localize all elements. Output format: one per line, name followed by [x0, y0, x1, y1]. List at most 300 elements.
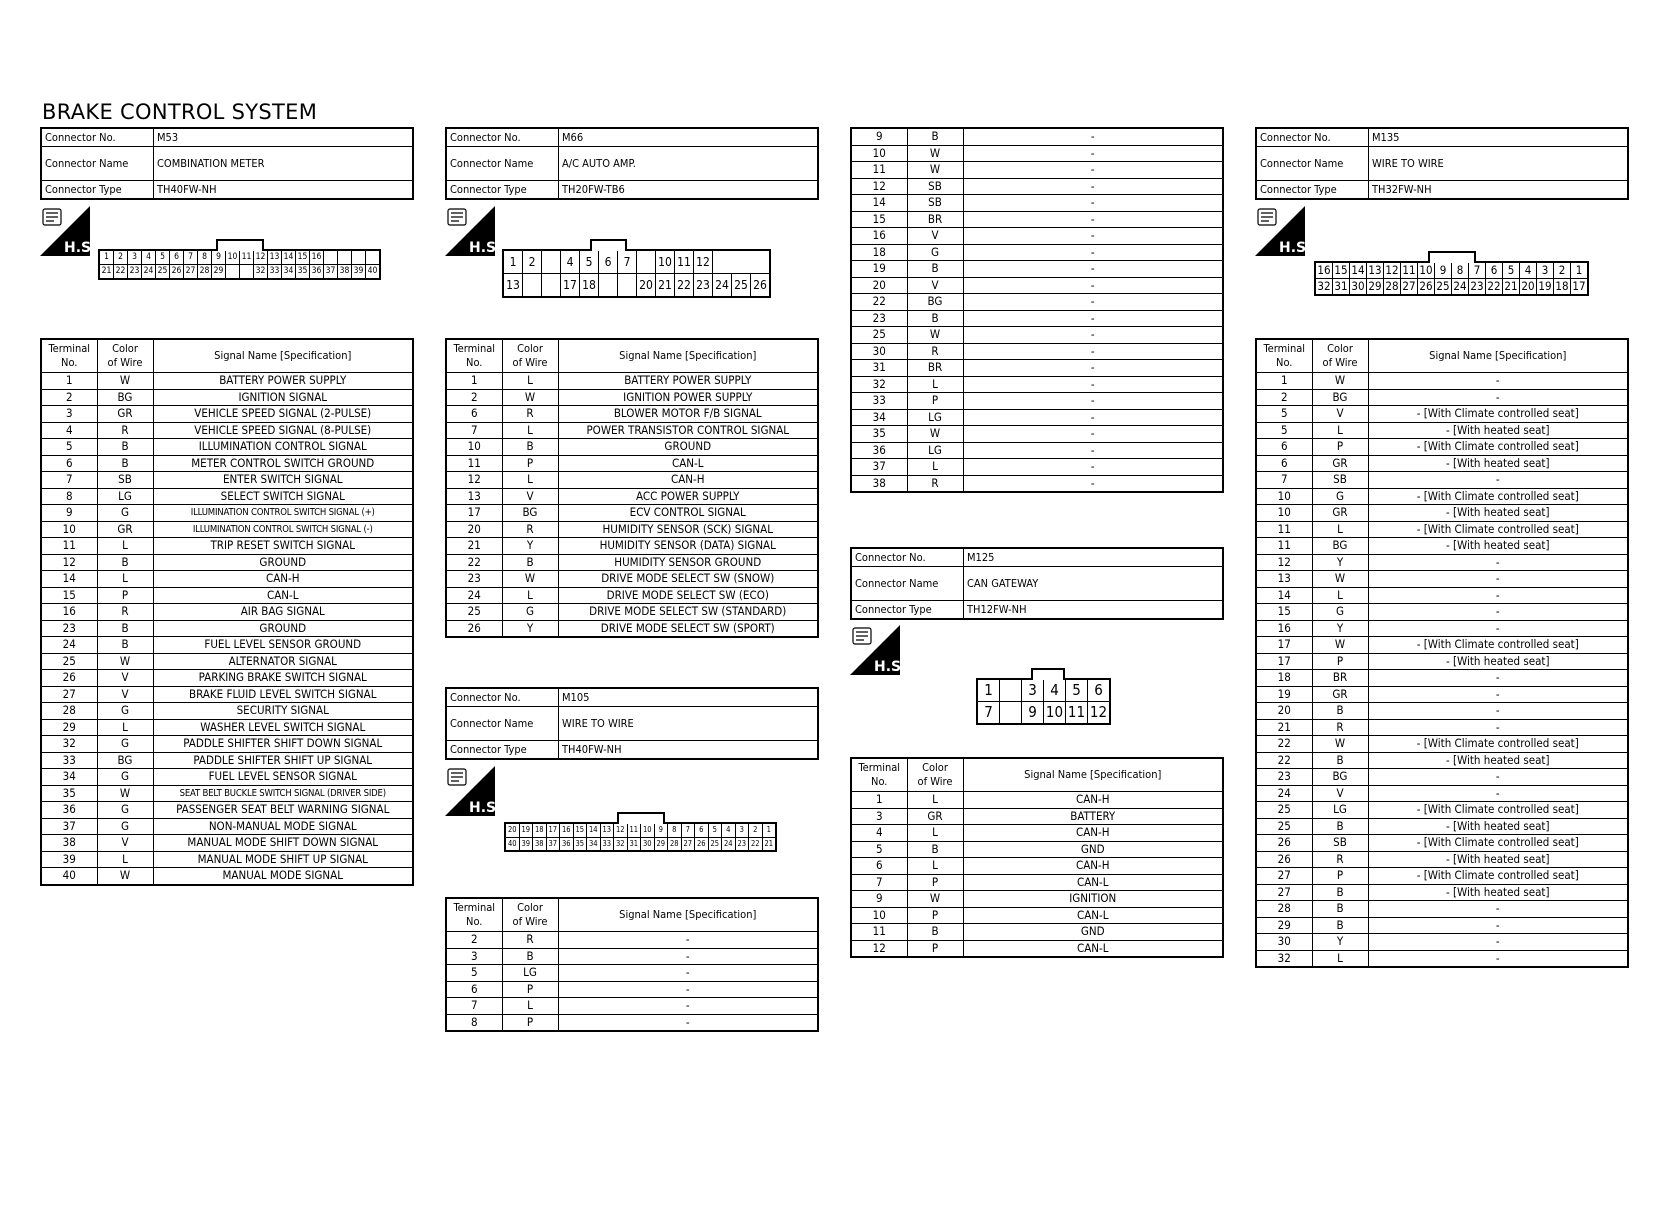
terminal-no: 7	[41, 472, 97, 489]
signal-name: DRIVE MODE SELECT SW (ECO)	[558, 587, 818, 604]
table-row	[41, 785, 413, 802]
wire-color: B	[907, 261, 963, 278]
signal-name: - [With heated seat]	[1368, 851, 1628, 868]
terminal-no: 18	[1256, 670, 1312, 687]
table-row	[851, 178, 1223, 195]
wire-color: P	[1312, 439, 1368, 456]
hs-icon	[445, 766, 502, 816]
signal-name: PASSENGER SEAT BELT WARNING SIGNAL	[153, 802, 413, 819]
wire-color: V	[907, 277, 963, 294]
terminal-no: 15	[41, 587, 97, 604]
signal-name: GND	[963, 924, 1223, 941]
pin-cell: 4	[1520, 262, 1537, 279]
pin-cell: 39	[519, 837, 533, 851]
wire-color: BG	[502, 505, 558, 522]
table-row	[851, 228, 1223, 245]
terminal-no: 12	[851, 940, 907, 957]
table-row	[851, 294, 1223, 311]
pin-cell: 23	[1470, 279, 1484, 293]
pin-cell: 10	[1419, 263, 1433, 277]
connector-latch	[590, 239, 627, 251]
connector-latch	[1428, 251, 1476, 263]
wire-color: B	[97, 554, 153, 571]
wire-color: W	[907, 891, 963, 908]
wire-color: W	[907, 145, 963, 162]
pin-cell: 5	[156, 250, 170, 265]
table-row	[1256, 406, 1628, 423]
table-row	[851, 277, 1223, 294]
wire-color: V	[1312, 785, 1368, 802]
pin-cell: 24	[722, 837, 736, 851]
wire-color: P	[1312, 653, 1368, 670]
signal-name: ALTERNATOR SIGNAL	[153, 653, 413, 670]
pin-cell: 5	[1066, 679, 1088, 702]
signal-name: - [With Climate controlled seat]	[1368, 868, 1628, 885]
pin-cell: 25	[1436, 279, 1450, 293]
terminal-no: 11	[1256, 538, 1312, 555]
signal-name: CAN-L	[153, 587, 413, 604]
terminal-no: 33	[41, 752, 97, 769]
signal-name: -	[963, 244, 1223, 261]
signal-name: -	[558, 998, 818, 1015]
terminal-no: 26	[446, 620, 502, 637]
terminal-no: 17	[1256, 653, 1312, 670]
table-row	[446, 422, 818, 439]
table-row	[41, 818, 413, 835]
table-row	[1256, 571, 1628, 588]
wire-color: B	[907, 924, 963, 941]
pin-cell: 5	[580, 250, 599, 274]
terminal-no: 14	[1256, 587, 1312, 604]
pin-cell: 4	[722, 823, 736, 837]
table-row	[41, 488, 413, 505]
wire-color: B	[502, 948, 558, 965]
wire-color: P	[907, 940, 963, 957]
pin-cell: 20	[505, 823, 519, 837]
table-row	[851, 891, 1223, 908]
pin-cell: 11	[1066, 702, 1088, 725]
pin-cell: 28	[1385, 279, 1399, 293]
pin-cell: 2	[523, 250, 542, 274]
wire-color: L	[907, 858, 963, 875]
signal-name: -	[963, 376, 1223, 393]
wire-color: GR	[97, 406, 153, 423]
pin-cell: 18	[580, 274, 599, 298]
pin-grid	[504, 822, 777, 852]
pin-cell: 8	[1452, 262, 1469, 279]
wire-color: W	[1312, 736, 1368, 753]
wire-color: W	[97, 653, 153, 670]
table-row	[1256, 818, 1628, 835]
wire-color: L	[907, 376, 963, 393]
wire-color: W	[1312, 637, 1368, 654]
terminal-no: 18	[851, 244, 907, 261]
terminal-no: 2	[1256, 389, 1312, 406]
signal-name: -	[1368, 934, 1628, 951]
pin-cell: 6	[170, 250, 184, 265]
pin-cell: 3	[1537, 262, 1554, 279]
pin-cell: 22	[1487, 279, 1501, 293]
terminal-no: 20	[446, 521, 502, 538]
terminal-no: 11	[41, 538, 97, 555]
wire-color: GR	[907, 808, 963, 825]
terminal-no: 12	[851, 178, 907, 195]
wire-color: BG	[97, 389, 153, 406]
terminal-no: 27	[41, 686, 97, 703]
signal-name: IGNITION	[963, 891, 1223, 908]
table-row	[41, 422, 413, 439]
signal-name: MANUAL MODE SHIFT UP SIGNAL	[153, 851, 413, 868]
wire-color: B	[1312, 884, 1368, 901]
table-row	[41, 686, 413, 703]
signal-name: -	[558, 981, 818, 998]
connector-header	[445, 127, 819, 200]
terminal-no: 25	[1256, 802, 1312, 819]
hs-icon	[1255, 206, 1312, 256]
pin-cell-empty	[226, 265, 240, 280]
pin-cell: 2	[749, 823, 763, 837]
pin-cell: 27	[184, 265, 198, 280]
pin-cell: 9	[212, 250, 226, 265]
wire-color: B	[97, 620, 153, 637]
terminal-no: 26	[41, 670, 97, 687]
signal-name: -	[1368, 703, 1628, 720]
signal-name: HUMIDITY SENSOR (DATA) SIGNAL	[558, 538, 818, 555]
wire-color: P	[502, 1014, 558, 1031]
signal-name: SEAT BELT BUCKLE SWITCH SIGNAL (DRIVER SIDE)	[153, 785, 413, 802]
table-row	[851, 808, 1223, 825]
table-row	[1256, 736, 1628, 753]
terminal-no: 6	[41, 455, 97, 472]
table-row	[41, 868, 413, 885]
pin-cell: 35	[573, 837, 587, 851]
pin-cell: 13	[268, 250, 282, 265]
terminal-no: 17	[446, 505, 502, 522]
svg-text:H.S.: H.S.	[1279, 240, 1312, 256]
wire-color: L	[907, 459, 963, 476]
signal-name: CAN-H	[963, 792, 1223, 809]
label-connector-name: Connector Name	[41, 147, 154, 181]
pin-cell: 24	[142, 265, 156, 280]
pin-cell: 26	[1419, 279, 1433, 293]
pin-cell: 29	[212, 265, 226, 280]
signal-name: - [With heated seat]	[1368, 455, 1628, 472]
wire-color: G	[1312, 488, 1368, 505]
label-connector-no: Connector No.	[1256, 128, 1369, 147]
terminal-no: 7	[851, 874, 907, 891]
pin-cell-empty	[1000, 702, 1022, 725]
table-row	[41, 752, 413, 769]
connector-no: M105	[559, 688, 819, 707]
terminal-no: 14	[41, 571, 97, 588]
wire-color: G	[502, 604, 558, 621]
wire-color: P	[97, 587, 153, 604]
wire-color: B	[1312, 703, 1368, 720]
terminal-no: 23	[1256, 769, 1312, 786]
terminal-no: 21	[1256, 719, 1312, 736]
table-row	[41, 571, 413, 588]
label-connector-type: Connector Type	[446, 741, 559, 760]
table-row	[1256, 472, 1628, 489]
terminal-no: 36	[851, 442, 907, 459]
signal-name: SELECT SWITCH SIGNAL	[153, 488, 413, 505]
terminal-no: 25	[41, 653, 97, 670]
wire-color: V	[502, 488, 558, 505]
connector-face-m105	[504, 822, 777, 852]
table-row	[1256, 439, 1628, 456]
pin-cell-empty	[338, 250, 352, 265]
signal-name: -	[1368, 769, 1628, 786]
wire-color: Y	[502, 620, 558, 637]
signal-name: CAN-L	[963, 907, 1223, 924]
table-row	[1256, 785, 1628, 802]
pin-cell-empty	[352, 250, 366, 265]
connector-face-m135	[1314, 261, 1589, 296]
table-row	[851, 128, 1223, 145]
signal-name: -	[963, 343, 1223, 360]
terminal-no: 33	[851, 393, 907, 410]
pin-cell: 7	[977, 702, 1000, 725]
pin-cell: 40	[366, 265, 381, 280]
terminal-no: 3	[41, 406, 97, 423]
connector-name: CAN GATEWAY	[964, 567, 1224, 601]
connector-name: WIRE TO WIRE	[1369, 147, 1629, 181]
terminal-no: 2	[446, 389, 502, 406]
table-row	[851, 393, 1223, 410]
signal-name: CAN-H	[963, 825, 1223, 842]
wire-color: BR	[907, 211, 963, 228]
table-row	[446, 587, 818, 604]
connector-no: M66	[559, 128, 819, 147]
signal-name: VEHICLE SPEED SIGNAL (2-PULSE)	[153, 406, 413, 423]
wire-color: B	[502, 554, 558, 571]
pin-cell-empty	[599, 274, 618, 298]
terminal-no: 10	[1256, 488, 1312, 505]
pin-cell: 1	[503, 250, 523, 274]
terminal-no: 3	[446, 948, 502, 965]
wire-color: L	[1312, 587, 1368, 604]
pin-cell: 1	[762, 823, 776, 837]
table-row	[851, 841, 1223, 858]
connector-type: TH32FW-NH	[1369, 181, 1629, 200]
pin-cell: 19	[519, 823, 533, 837]
signal-name: DRIVE MODE SELECT SW (SPORT)	[558, 620, 818, 637]
connector-header	[850, 547, 1224, 620]
terminal-no: 37	[851, 459, 907, 476]
wire-color: L	[1312, 950, 1368, 967]
signal-name: -	[963, 475, 1223, 492]
terminal-no: 6	[446, 406, 502, 423]
pin-cell: 17	[1571, 279, 1589, 296]
signal-name: -	[1368, 604, 1628, 621]
table-row	[851, 162, 1223, 179]
wire-color: R	[502, 406, 558, 423]
signal-name: -	[1368, 686, 1628, 703]
hs-icon	[445, 206, 502, 256]
signal-name: - [With Climate controlled seat]	[1368, 835, 1628, 852]
signal-name: -	[963, 178, 1223, 195]
signal-name: METER CONTROL SWITCH GROUND	[153, 455, 413, 472]
table-row	[851, 343, 1223, 360]
terminal-no: 26	[1256, 835, 1312, 852]
pin-cell: 14	[1351, 263, 1365, 277]
terminal-no: 11	[851, 924, 907, 941]
pin-cell: 18	[1555, 279, 1569, 293]
pin-cell: 34	[282, 265, 296, 280]
pin-cell: 7	[1469, 262, 1486, 279]
signal-name: TRIP RESET SWITCH SIGNAL	[153, 538, 413, 555]
terminal-no: 32	[41, 736, 97, 753]
table-row	[446, 604, 818, 621]
wire-color: B	[97, 637, 153, 654]
header-terminal-no: Terminal No.	[446, 339, 502, 373]
terminal-no: 25	[1256, 818, 1312, 835]
table-row	[1256, 521, 1628, 538]
terminal-no: 5	[1256, 406, 1312, 423]
pin-cell: 30	[1351, 279, 1365, 293]
signal-name: CAN-H	[153, 571, 413, 588]
header-color-of-wire: Color of Wire	[97, 339, 153, 373]
wire-color: BG	[1312, 538, 1368, 555]
terminal-no: 15	[851, 211, 907, 228]
label-connector-type: Connector Type	[1256, 181, 1369, 200]
pin-cell: 31	[627, 837, 641, 851]
table-row	[446, 389, 818, 406]
table-row	[446, 455, 818, 472]
pin-cell: 6	[1486, 262, 1503, 279]
label-connector-name: Connector Name	[1256, 147, 1369, 181]
pin-grid	[1314, 261, 1589, 296]
signal-name: -	[963, 409, 1223, 426]
terminal-no: 16	[1256, 620, 1312, 637]
table-row	[851, 261, 1223, 278]
wire-color: LG	[907, 442, 963, 459]
table-row	[851, 940, 1223, 957]
header-color-of-wire: Color of Wire	[907, 758, 963, 792]
terminal-no: 7	[446, 422, 502, 439]
terminal-no: 6	[1256, 455, 1312, 472]
signal-name: - [With Climate controlled seat]	[1368, 802, 1628, 819]
wire-color: L	[97, 851, 153, 868]
header-terminal-no: Terminal No.	[1256, 339, 1312, 373]
table-row	[851, 244, 1223, 261]
pin-cell-empty	[366, 250, 381, 265]
signal-name: - [With heated seat]	[1368, 653, 1628, 670]
pin-cell: 11	[675, 250, 694, 274]
terminal-no: 21	[446, 538, 502, 555]
wire-color: W	[97, 785, 153, 802]
wire-color: B	[907, 841, 963, 858]
header-signal-name: Signal Name [Specification]	[558, 898, 818, 932]
terminal-no: 4	[41, 422, 97, 439]
terminal-no: 13	[446, 488, 502, 505]
header-signal-name: Signal Name [Specification]	[153, 339, 413, 373]
terminal-no: 10	[851, 907, 907, 924]
terminal-no: 37	[41, 818, 97, 835]
pin-cell: 15	[296, 250, 310, 265]
hs-icon	[40, 206, 97, 256]
pin-cell: 20	[637, 274, 656, 298]
wire-color: W	[502, 389, 558, 406]
wire-color: Y	[1312, 934, 1368, 951]
terminal-no: 10	[851, 145, 907, 162]
wire-color: G	[97, 769, 153, 786]
wire-color: Y	[1312, 554, 1368, 571]
svg-text:H.S.: H.S.	[469, 240, 502, 256]
pin-cell: 25	[732, 274, 751, 298]
table-row	[851, 924, 1223, 941]
table-row	[851, 426, 1223, 443]
terminal-no: 9	[41, 505, 97, 522]
wire-color: G	[97, 802, 153, 819]
pin-cell: 33	[268, 265, 282, 280]
signal-name: FUEL LEVEL SENSOR GROUND	[153, 637, 413, 654]
table-row	[1256, 752, 1628, 769]
signal-name: -	[963, 277, 1223, 294]
terminal-no: 22	[1256, 736, 1312, 753]
wire-color: B	[97, 455, 153, 472]
connector-latch	[216, 239, 265, 251]
terminal-no: 32	[1256, 950, 1312, 967]
connector-header	[1255, 127, 1629, 200]
connector-m53	[40, 127, 414, 200]
signal-name: ILLUMINATION CONTROL SWITCH SIGNAL (-)	[153, 521, 413, 538]
signal-name: -	[963, 442, 1223, 459]
signal-name: - [With Climate controlled seat]	[1368, 637, 1628, 654]
pin-cell: 38	[338, 265, 352, 280]
signal-name: - [With heated seat]	[1368, 818, 1628, 835]
terminal-no: 1	[1256, 373, 1312, 390]
table-row	[41, 703, 413, 720]
wire-color: R	[97, 422, 153, 439]
signal-name: GND	[963, 841, 1223, 858]
signal-name: MANUAL MODE SIGNAL	[153, 868, 413, 885]
terminal-no: 24	[446, 587, 502, 604]
table-row	[1256, 554, 1628, 571]
pin-cell: 20	[1521, 279, 1535, 293]
signal-name: -	[963, 426, 1223, 443]
terminal-no: 11	[1256, 521, 1312, 538]
signal-name: -	[1368, 901, 1628, 918]
signal-name: BRAKE FLUID LEVEL SWITCH SIGNAL	[153, 686, 413, 703]
pin-cell-empty	[618, 274, 637, 298]
connector-face-m53	[98, 249, 381, 280]
table-row	[446, 505, 818, 522]
wire-color: BG	[1312, 769, 1368, 786]
pin-cell: 15	[573, 823, 587, 837]
table-row	[1256, 653, 1628, 670]
header-terminal-no: Terminal No.	[446, 898, 502, 932]
wire-color: W	[1312, 373, 1368, 390]
signal-name: -	[1368, 587, 1628, 604]
wire-color: LG	[502, 965, 558, 982]
wire-color: G	[97, 736, 153, 753]
terminal-no: 23	[446, 571, 502, 588]
wire-color: BR	[1312, 670, 1368, 687]
signal-name: - [With heated seat]	[1368, 752, 1628, 769]
table-row	[1256, 703, 1628, 720]
pin-cell: 4	[142, 250, 156, 265]
pin-cell: 3	[1022, 679, 1044, 702]
wire-color: G	[97, 818, 153, 835]
wire-color: L	[97, 538, 153, 555]
signal-name: -	[1368, 785, 1628, 802]
pin-cell: 14	[282, 250, 296, 265]
terminal-no: 6	[446, 981, 502, 998]
signal-name: - [With heated seat]	[1368, 884, 1628, 901]
pin-cell: 4	[561, 250, 580, 274]
label-connector-type: Connector Type	[41, 181, 154, 200]
